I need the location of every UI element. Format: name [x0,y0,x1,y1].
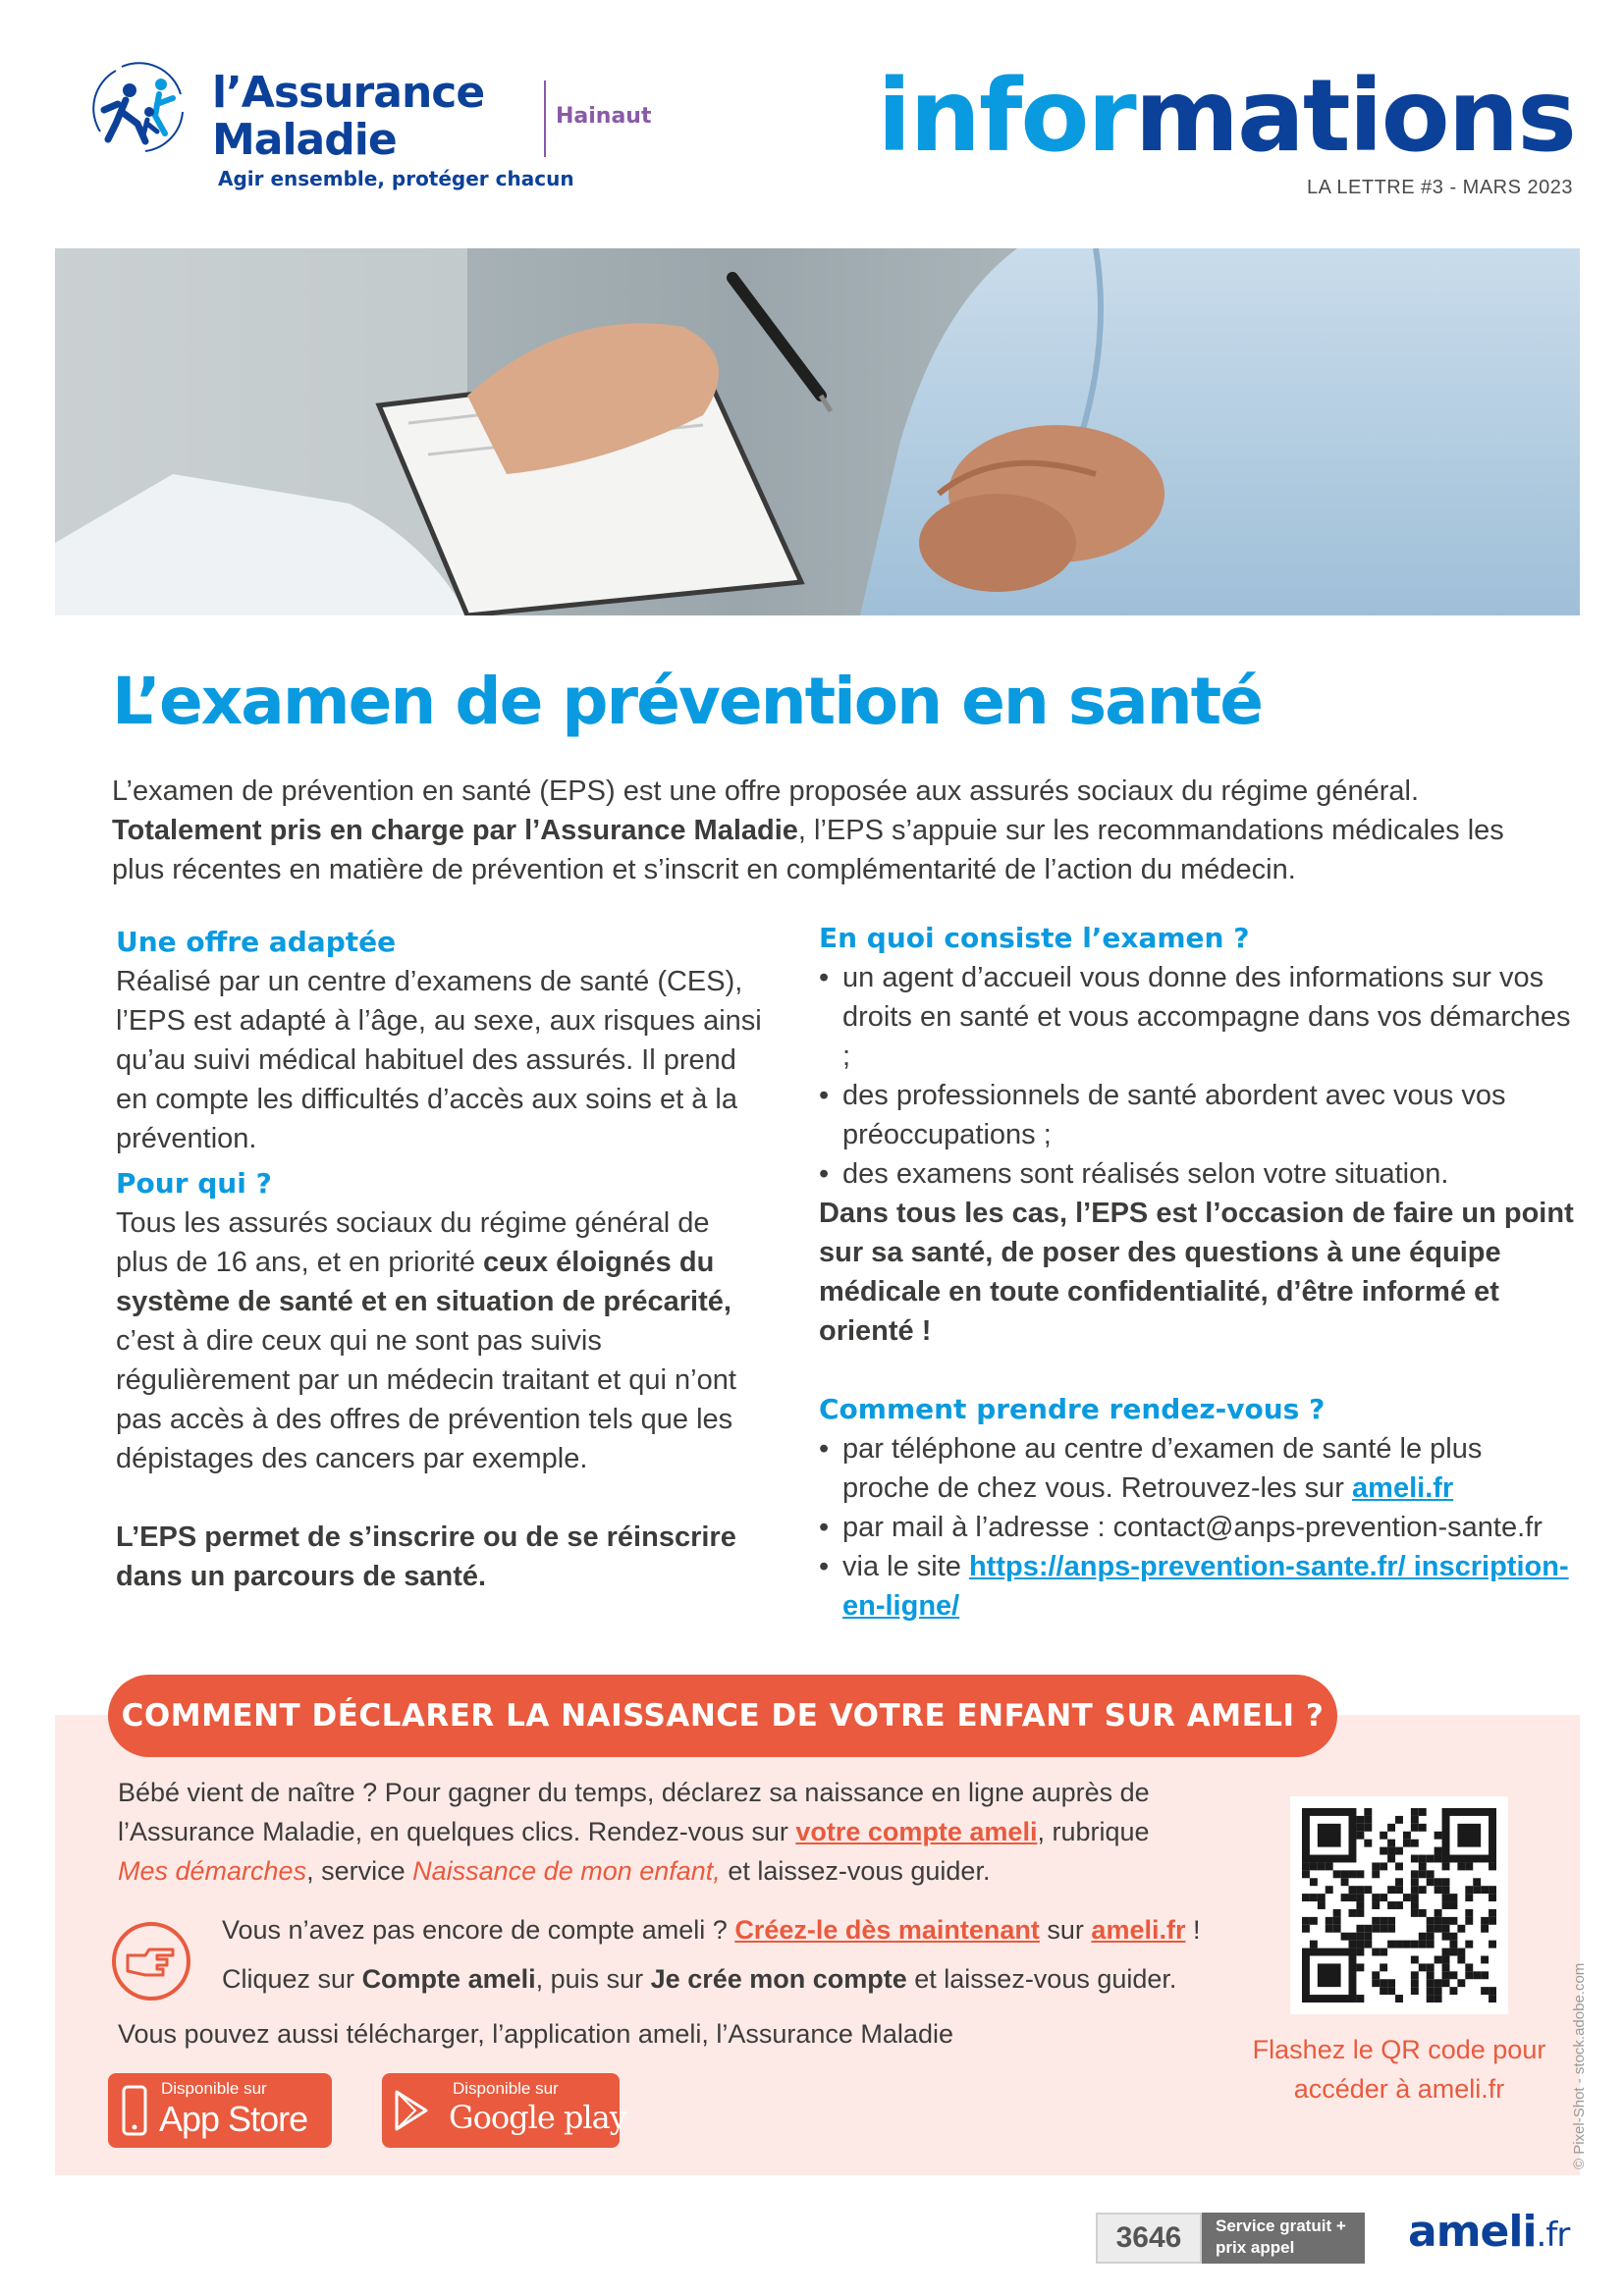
list-item: • par mail à l’adresse : contact@anps-prevention-sante.fr [819,1508,1575,1547]
qr-caption: Flashez le QR code pour accéder à ameli.fr [1252,2035,1546,2104]
masthead-title [877,58,1575,175]
intro-part1: L’examen de prévention en santé (EPS) est une offre proposée aux assurés sociaux du régime général. [112,775,1420,807]
compte-ameli-link[interactable]: votre compte ameli [795,1817,1038,1846]
list-item: • un agent d’accueil vous donne des informations sur vos droits en santé et vous accompagne dans vos démarches ; [819,958,1575,1076]
hint1-text: Vous n’avez pas encore de compte ameli ? [222,1915,735,1945]
list-item: • des examens sont réalisés selon votre situation. [819,1154,1575,1194]
intro-bold: Totalement pris en charge par l’Assurance Maladie [112,815,798,846]
inscription-link[interactable]: https://anps-prevention-sante.fr/ inscription-en-ligne/ [842,1551,1569,1622]
google-big-label: Google play [449,2099,626,2136]
article-title: L’examen de prévention en santé [112,664,1262,739]
heading-pour-qui: Pour qui ? [116,1167,272,1200]
paragraph-pour-qui [116,1203,764,1478]
pour-qui-part2: c’est à dire ceux qui ne sont pas suivis régulièrement par un médecin traitant et qui n’ont pas accès à des offres de prévention tels que les dépistages des cancers par exemple. [116,1325,736,1474]
hint2-mid: , puis sur [535,1964,651,1994]
masthead-part1: infor [877,58,1135,175]
qr-code[interactable] [1290,1796,1508,2014]
naissance-part2: , rubrique [1037,1817,1150,1846]
left-column [116,923,764,1596]
je-cree-bold: Je crée mon compte [650,1964,907,1994]
paragraph-parcours: L’EPS permet de s’inscrire ou de se réinscrire dans un parcours de santé. [116,1522,736,1592]
mes-demarches-text: Mes démarches [118,1856,307,1886]
pour-qui-bold: ceux éloignés du système de santé et en situation de précarité, [116,1247,731,1317]
logo-wordmark-line1: l’Assurance [212,68,485,118]
hint2-text: Cliquez sur [222,1964,362,1994]
creer-compte-link[interactable]: Créez-le dès maintenant [734,1915,1040,1945]
masthead-part2: mations [1134,58,1575,175]
appstore-big-label: App Store [159,2099,308,2139]
heading-rendez-vous: Comment prendre rendez-vous ? [819,1393,1326,1425]
article-intro [112,772,1555,889]
naissance-part4: et laissez-vous guider. [720,1856,991,1886]
assurance-maladie-logo [86,55,574,192]
hint-click-account [222,1959,1176,1999]
app-store-button[interactable] [108,2073,332,2148]
compte-ameli-bold: Compte ameli [361,1964,536,1994]
google-small-label: Disponible sur [453,2079,559,2098]
hint1-end: ! [1185,1915,1201,1945]
ameli-link[interactable]: ameli.fr [1352,1472,1454,1504]
list-item: • des professionnels de santé abordent avec vous vos préoccupations ; [819,1076,1575,1154]
region-divider [544,80,546,157]
naissance-part3: , service [306,1856,413,1886]
pointing-hand-icon [110,1920,192,2002]
paragraph-tous-les-cas: Dans tous les cas, l’EPS est l’occasion de faire un point sur sa santé, de poser des questions à une équipe médicale en toute confidentialité, d’être informé et orienté ! [819,1198,1574,1347]
naissance-enfant-text: Naissance de mon enfant, [412,1856,721,1886]
right-column [819,919,1575,1626]
hero-photo [55,248,1580,615]
appstore-small-label: Disponible sur [161,2079,267,2098]
ameli-suffix: .fr [1536,2216,1570,2255]
naissance-part1: Bébé vient de naître ? Pour gagner du temps, déclarez sa naissance en ligne auprès de l’Assurance Maladie, en quelques clics. Rendez-vous sur [118,1778,1150,1846]
hint-create-account [222,1910,1200,1949]
hint2-end: et laissez-vous guider. [906,1964,1177,1994]
apple-phone-icon [122,2085,147,2136]
region-label: Hainaut [556,104,652,129]
phone-service-badge[interactable] [1096,2213,1365,2264]
heading-en-quoi: En quoi consiste l’examen ? [819,922,1250,954]
google-play-button[interactable] [382,2073,626,2148]
heading-offre-adaptee: Une offre adaptée [116,926,397,958]
rdv-phone-text: par téléphone au centre d’examen de santé le plus proche de chez vous. Retrouvez-les sur [842,1433,1483,1504]
hint1-sur: sur [1039,1915,1092,1945]
list-item [819,1429,1575,1508]
phone-service-label: Service gratuit + prix appel [1202,2213,1365,2264]
logo-emblem-icon [86,55,194,163]
logo-tagline: Agir ensemble, protéger chacun [218,167,574,190]
app-download-text: Vous pouvez aussi télécharger, l’application ameli, l’Assurance Maladie [118,2019,953,2049]
ameli-word: ameli [1408,2207,1537,2257]
play-triangle-icon [394,2089,429,2132]
naissance-paragraph [118,1773,1227,1891]
naissance-banner: COMMENT DÉCLARER LA NAISSANCE DE VOTRE ENFANT SUR AMELI ? [108,1675,1337,1757]
paragraph-offre: Réalisé par un centre d’examens de santé (CES), l’EPS est adapté à l’âge, au sexe, aux risques ainsi qu’au suivi médical habituel des assurés. Il prend en compte les difficultés d’accès aux soins et à la prévention. [116,966,762,1154]
rdv-site-text: via le site [842,1551,969,1582]
exam-steps-list [819,958,1575,1194]
list-item [819,1547,1575,1626]
photo-credit: © Pixel-Shot - stock.adobe.com [1571,1962,1588,2169]
ameli-footer-logo[interactable] [1408,2207,1569,2257]
phone-number: 3646 [1096,2213,1202,2264]
ameli-fr-link[interactable]: ameli.fr [1091,1915,1186,1945]
intro-part2: , l’EPS s’appuie sur les recommandations médicales les plus récentes en matière de prévention et s’inscrit en complémentarité de l’action du médecin. [112,815,1504,885]
issue-label: LA LETTRE #3 - MARS 2023 [1306,177,1573,198]
rdv-list [819,1429,1575,1626]
pour-qui-part1: Tous les assurés sociaux du régime général de plus de 16 ans, et en priorité [116,1207,710,1278]
logo-wordmark-line2: Maladie [212,115,397,165]
